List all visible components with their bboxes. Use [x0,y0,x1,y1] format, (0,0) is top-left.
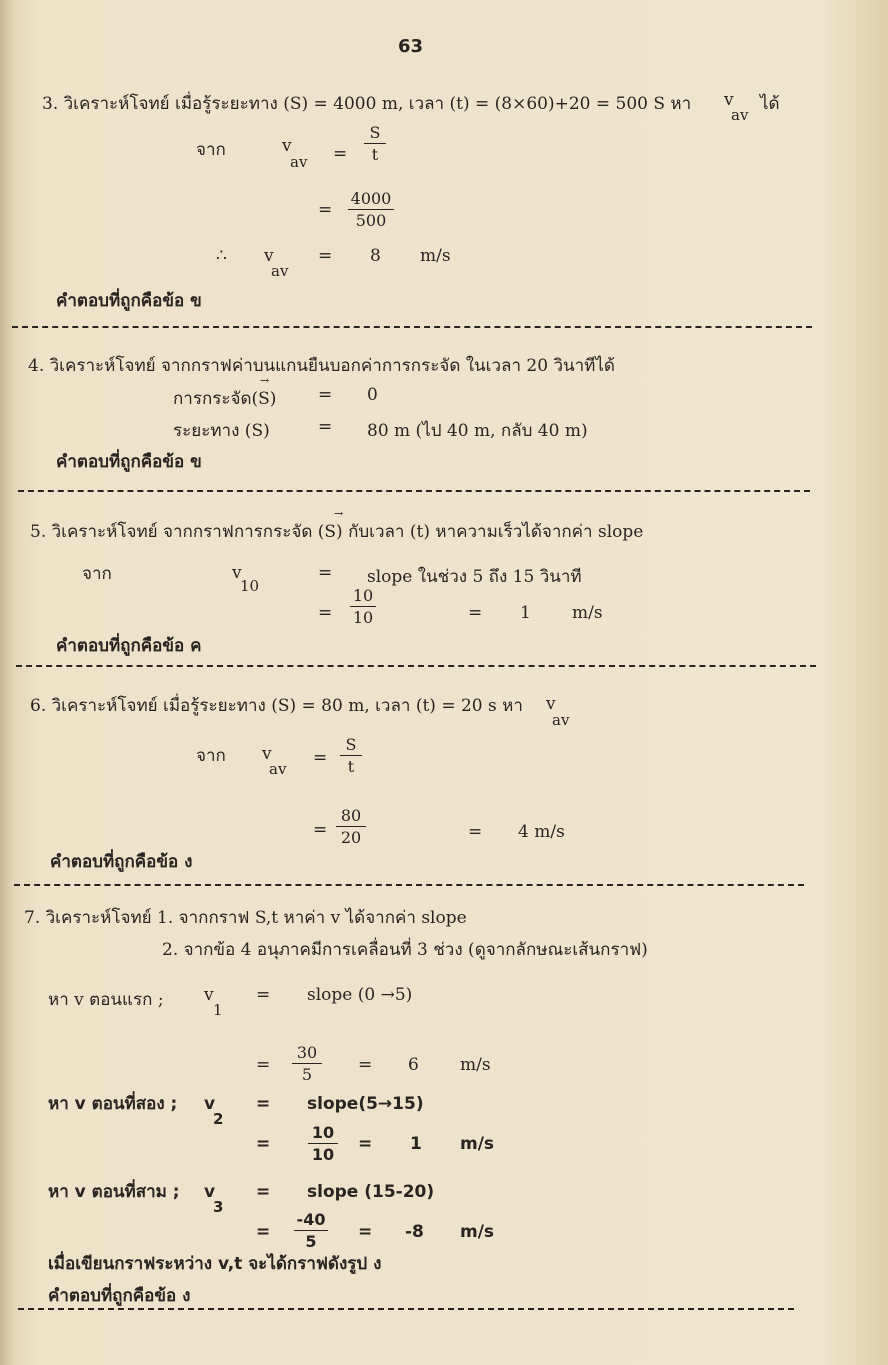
q6-eq-1: = [313,748,328,768]
q7-fraction-2 [308,1123,338,1164]
q3-fraction [348,189,394,230]
q7-header: 7. วิเคราะห์โจทย์ 1. จากกราฟ S,t หาค่า v ได้จากค่า slope [24,908,467,928]
q7-v1: v [204,985,214,1005]
vector-arrow-icon: → [260,374,270,387]
q7-numerator-1: 30 [292,1043,322,1064]
q6-denominator: 20 [340,828,362,847]
q5-slope-text: slope ในช่วง 5 ถึง 15 วินาที [367,567,582,587]
q7-fraction-3 [294,1210,328,1251]
q3-eq-3: = [318,246,333,266]
q7-sub3: 3 [213,1198,224,1216]
q6-header-sub: av [552,711,570,729]
q6-fraction-s-over-t [340,735,362,776]
q7-unit-1: m/s [460,1055,491,1075]
q7-eq-1: = [256,985,271,1005]
q7-denominator-2: 10 [311,1145,335,1164]
q5-fraction [350,586,376,627]
q7-slope3: slope (15-20) [307,1182,435,1202]
q5-eq-3: = [468,603,483,623]
q5-header: 5. วิเคราะห์โจทย์ จากกราฟการกระจัด (S) กับเวลา (t) หาความเร็วได้จากค่า slope [30,522,644,542]
q7-slope1: slope (0 →5) [307,985,413,1005]
q7-third-label: หา v ตอนที่สาม ; [48,1182,180,1202]
page-number: 63 [398,36,424,57]
q4-header: 4. วิเคราะห์โจทย์ จากกราฟค่าบนแกนยืนบอกค่าการกระจัด ในเวลา 20 วินาทีได้ [28,356,615,376]
q6-t: t [347,757,355,776]
q7-res2: 1 [410,1134,422,1154]
q6-answer: คำตอบที่ถูกคือข้อ ง [50,852,193,872]
q3-v-result: v [264,246,274,266]
q7-denominator-3: 5 [305,1232,317,1251]
q7-unit-3: m/s [460,1222,495,1242]
q5-v: v [232,563,242,583]
q5-numerator: 10 [350,586,376,607]
q7-denominator-1: 5 [301,1065,313,1084]
q5-eq-1: = [318,563,333,583]
q7-first-label: หา v ตอนแรก ; [48,990,164,1010]
q7-eq-3: = [358,1055,373,1075]
separator [14,884,804,886]
q7-sub2: 2 [213,1110,224,1128]
vector-arrow-icon: → [334,507,344,520]
separator [12,326,812,328]
q3-header: 3. วิเคราะห์โจทย์ เมื่อรู้ระยะทาง (S) = 4000 m, เวลา (t) = (8×60)+20 = 500 S หา [42,94,692,114]
q7-second-label: หา v ตอนที่สอง ; [48,1094,178,1114]
q7-numerator-3: -40 [294,1210,328,1231]
q7-eq-2: = [256,1055,271,1075]
q6-s: S [340,735,362,756]
q7-graph-note: เมื่อเขียนกราฟระหว่าง v,t จะได้กราฟดังรูป ง [48,1254,382,1274]
q3-therefore: ∴ [216,246,227,266]
q3-fraction-s-over-t [364,123,386,164]
q6-from: จาก [196,746,226,766]
q4-eq-2: = [318,417,333,437]
q5-denominator: 10 [352,608,374,627]
q3-header-sub: av [731,106,749,124]
q7-slope2: slope(5→15) [307,1094,424,1114]
q3-eq-2: = [318,200,333,220]
q5-answer: คำตอบที่ถูกคือข้อ ค [56,636,202,656]
q4-eq-1: = [318,385,333,405]
q6-numerator: 80 [336,806,366,827]
q6-v: v [262,744,272,764]
q7-eq-9: = [358,1222,373,1242]
q7-eq-8: = [256,1222,271,1242]
q3-result: 8 [370,246,381,266]
q3-numerator: 4000 [348,189,394,210]
q7-answer: คำตอบที่ถูกคือข้อ ง [48,1286,191,1306]
q3-av: av [290,153,308,171]
q7-line2: 2. จากข้อ 4 อนุภาคมีการเคลื่อนที่ 3 ช่วง (ดูจากลักษณะเส้นกราฟ) [162,940,648,960]
q5-eq-2: = [318,603,333,623]
separator [18,490,810,492]
q4-disp-value: 0 [367,385,378,405]
q3-v: v [282,136,292,156]
q7-v2: v [204,1094,216,1114]
q7-unit-2: m/s [460,1134,495,1154]
q7-v3: v [204,1182,216,1202]
q6-fraction [336,806,366,847]
q7-numerator-2: 10 [308,1123,338,1144]
q5-result: 1 [520,603,531,623]
q4-dist-value: 80 m (ไป 40 m, กลับ 40 m) [367,421,588,441]
q3-answer: คำตอบที่ถูกคือข้อ ข [56,291,202,311]
q3-av-result: av [271,262,289,280]
q4-answer: คำตอบที่ถูกคือข้อ ข [56,452,202,472]
q3-header-end: ได้ [760,94,780,114]
q7-eq-4: = [256,1094,271,1114]
q7-res3: -8 [405,1222,424,1242]
q5-unit: m/s [572,603,603,623]
q7-eq-7: = [256,1182,271,1202]
q7-eq-6: = [358,1134,373,1154]
q6-eq-3: = [468,822,483,842]
q4-disp-label: การกระจัด(S) [173,389,277,409]
separator [18,1308,794,1310]
q3-eq-1: = [333,144,348,164]
q7-sub1: 1 [213,1001,223,1019]
q6-header-var: v [546,694,556,714]
q3-s: S [364,123,386,144]
q7-fraction-1 [292,1043,322,1084]
q3-from: จาก [196,140,226,160]
q6-eq-2: = [313,820,328,840]
q3-denominator: 500 [355,211,387,230]
q7-eq-5: = [256,1134,271,1154]
q6-av: av [269,760,287,778]
separator [16,665,816,667]
q6-result: 4 m/s [518,822,565,842]
q4-dist-label: ระยะทาง (S) [173,421,270,441]
q3-unit: m/s [420,246,451,266]
q6-header: 6. วิเคราะห์โจทย์ เมื่อรู้ระยะทาง (S) = 80 m, เวลา (t) = 20 s หา [30,696,523,716]
q3-t: t [371,145,379,164]
q7-res1: 6 [408,1055,419,1075]
q5-from: จาก [82,564,112,584]
q5-sub: 10 [240,577,260,595]
q3-header-var: v [724,90,734,110]
